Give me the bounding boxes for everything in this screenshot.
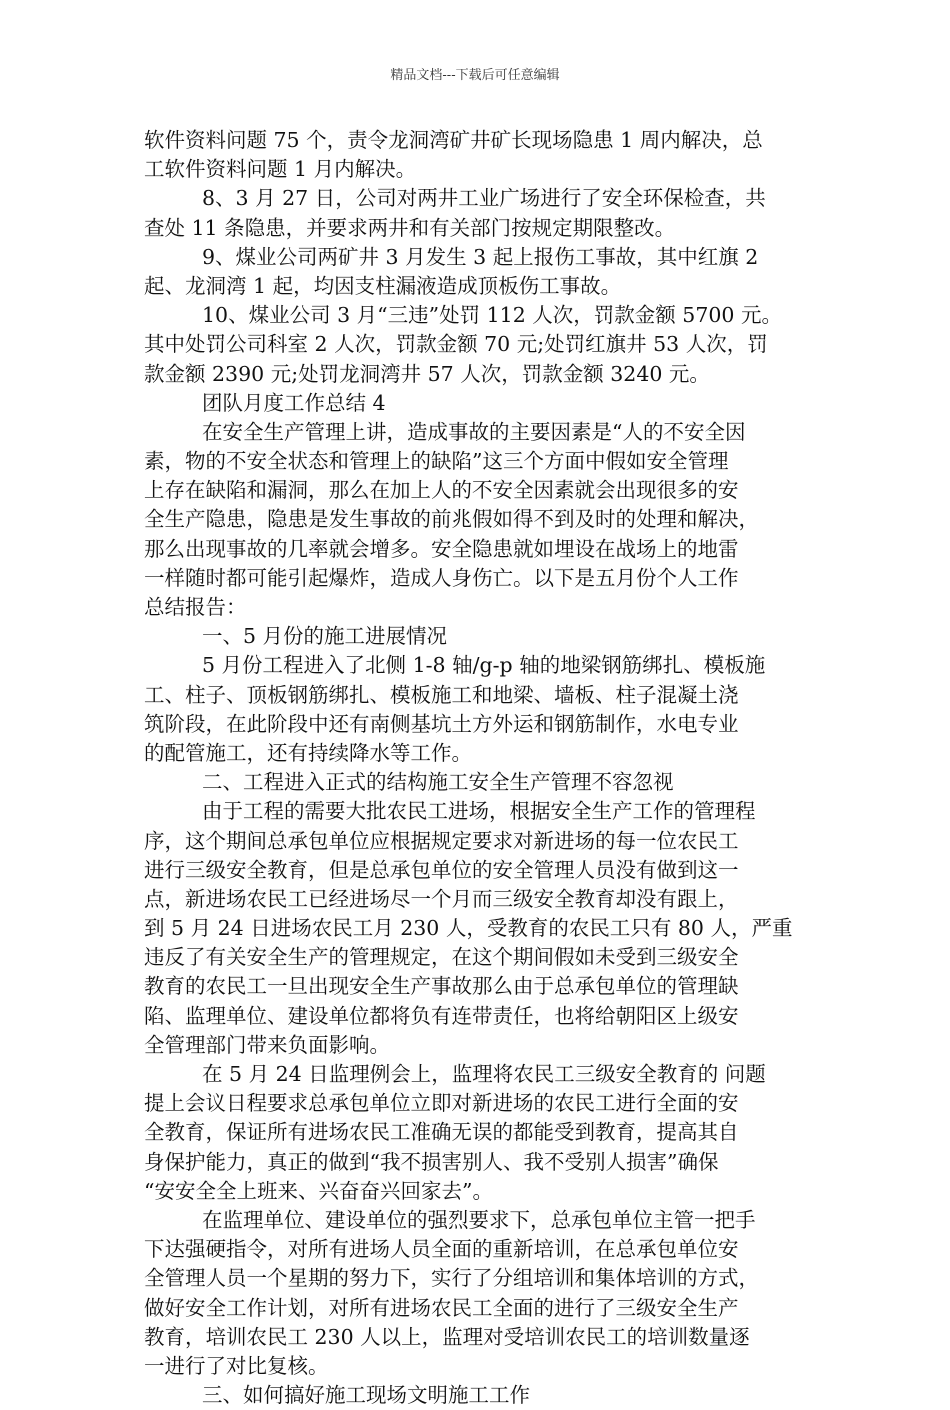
text-line: 工、柱子、顶板钢筋绑扎、模板施工和地梁、墙板、柱子混凝土浇 — [144, 682, 739, 707]
text-line: 进行三级安全教育，但是总承包单位的安全管理人员没有做到这一 — [144, 857, 739, 882]
text-line: 在 5 月 24 日监理例会上，监理将农民工三级安全教育的 问题 — [202, 1062, 766, 1086]
text-line: 做好安全工作计划，对所有进场农民工全面的进行了三级安全生产 — [144, 1295, 739, 1320]
document-body — [144, 126, 812, 1410]
text-line: 教育的农民工一旦出现安全生产事故那么由于总承包单位的管理缺 — [144, 974, 739, 999]
text-line: 10、煤业公司 3 月“三违”处罚 112 人次，罚款金额 5700 元。 — [202, 303, 782, 328]
text-line: 团队月度工作总结 4 — [202, 390, 386, 415]
text-line: 一、5 月份的施工进展情况 — [202, 624, 448, 649]
text-line: 由于工程的需要大批农民工进场，根据安全生产工作的管理程 — [202, 799, 756, 824]
text-line: 上存在缺陷和漏洞，那么在加上人的不安全因素就会出现很多的安 — [144, 478, 739, 503]
text-line: 9、煤业公司两矿井 3 月发生 3 起上报伤工事故，其中红旗 2 — [202, 244, 759, 269]
text-line: 全生产隐患，隐患是发生事故的前兆假如得不到及时的处理和解决， — [144, 507, 759, 532]
text-line: 在监理单位、建设单位的强烈要求下，总承包单位主管一把手 — [202, 1207, 756, 1232]
text-line: “安安全全上班来、兴奋奋兴回家去”。 — [144, 1178, 493, 1203]
text-line: 筑阶段，在此阶段中还有南侧基坑土方外运和钢筋制作，水电专业 — [144, 711, 739, 736]
text-line: 下达强硬指令，对所有进场人员全面的重新培训，在总承包单位安 — [144, 1237, 739, 1262]
text-line: 总结报告： — [144, 595, 247, 619]
text-line: 违反了有关安全生产的管理规定，在这个期间假如未受到三级安全 — [144, 945, 739, 970]
page-header: 精品文档---下载后可任意编辑 — [390, 68, 560, 83]
text-line: 陷、监理单位、建设单位都将负有连带责任，也将给朝阳区上级安 — [144, 1003, 739, 1028]
text-line: 教育，培训农民工 230 人以上，监理对受培训农民工的培训数量逐 — [144, 1324, 750, 1349]
text-line: 查处 11 条隐患，并要求两井和有关部门按规定期限整改。 — [144, 215, 676, 240]
text-line: 到 5 月 24 日进场农民工月 230 人，受教育的农民工只有 80 人，严重 — [144, 916, 793, 941]
text-line: 的配管施工，还有持续降水等工作。 — [144, 740, 472, 765]
text-line: 素，物的不安全状态和管理上的缺陷”这三个方面中假如安全管理 — [144, 449, 729, 474]
text-line: 其中处罚公司科室 2 人次，罚款金额 70 元;处罚红旗井 53 人次，罚 — [144, 332, 768, 357]
text-line: 一样随时都可能引起爆炸，造成人身伤亡。以下是五月份个人工作 — [144, 565, 739, 590]
text-line: 点，新进场农民工已经进场尽一个月而三级安全教育却没有跟上， — [144, 886, 739, 911]
text-line: 起、龙洞湾 1 起，均因支柱漏液造成顶板伤工事故。 — [144, 273, 622, 298]
text-line: 全教育，保证所有进场农民工准确无误的都能受到教育，提高其自 — [144, 1120, 739, 1145]
text-line: 款金额 2390 元;处罚龙洞湾井 57 人次，罚款金额 3240 元。 — [144, 361, 710, 386]
text-line: 三、如何搞好施工现场文明施工工作 — [202, 1383, 530, 1408]
text-line: 身保护能力，真正的做到“我不损害别人、我不受别人损害”确保 — [144, 1149, 719, 1174]
text-line: 序，这个期间总承包单位应根据规定要求对新进场的每一位农民工 — [144, 828, 739, 853]
text-line: 8、3 月 27 日，公司对两井工业广场进行了安全环保检查，共 — [202, 186, 766, 211]
text-line: 软件资料问题 75 个，责令龙洞湾矿井矿长现场隐患 1 周内解决，总 — [144, 128, 763, 152]
text-line: 在安全生产管理上讲，造成事故的主要因素是“人的不安全因 — [202, 419, 746, 444]
text-line: 提上会议日程要求总承包单位立即对新进场的农民工进行全面的安 — [144, 1091, 739, 1116]
text-line: 二、工程进入正式的结构施工安全生产管理不容忽视 — [202, 770, 674, 795]
text-line: 一进行了对比复核。 — [144, 1353, 329, 1378]
text-line: 5 月份工程进入了北侧 1-8 轴/g-p 轴的地梁钢筋绑扎、模板施 — [202, 653, 766, 678]
text-line: 工软件资料问题 1 月内解决。 — [144, 157, 417, 182]
text-line: 全管理人员一个星期的努力下，实行了分组培训和集体培训的方式， — [144, 1266, 759, 1291]
text-line: 全管理部门带来负面影响。 — [144, 1032, 390, 1057]
text-line: 那么出现事故的几率就会增多。安全隐患就如埋设在战场上的地雷 — [144, 536, 739, 561]
